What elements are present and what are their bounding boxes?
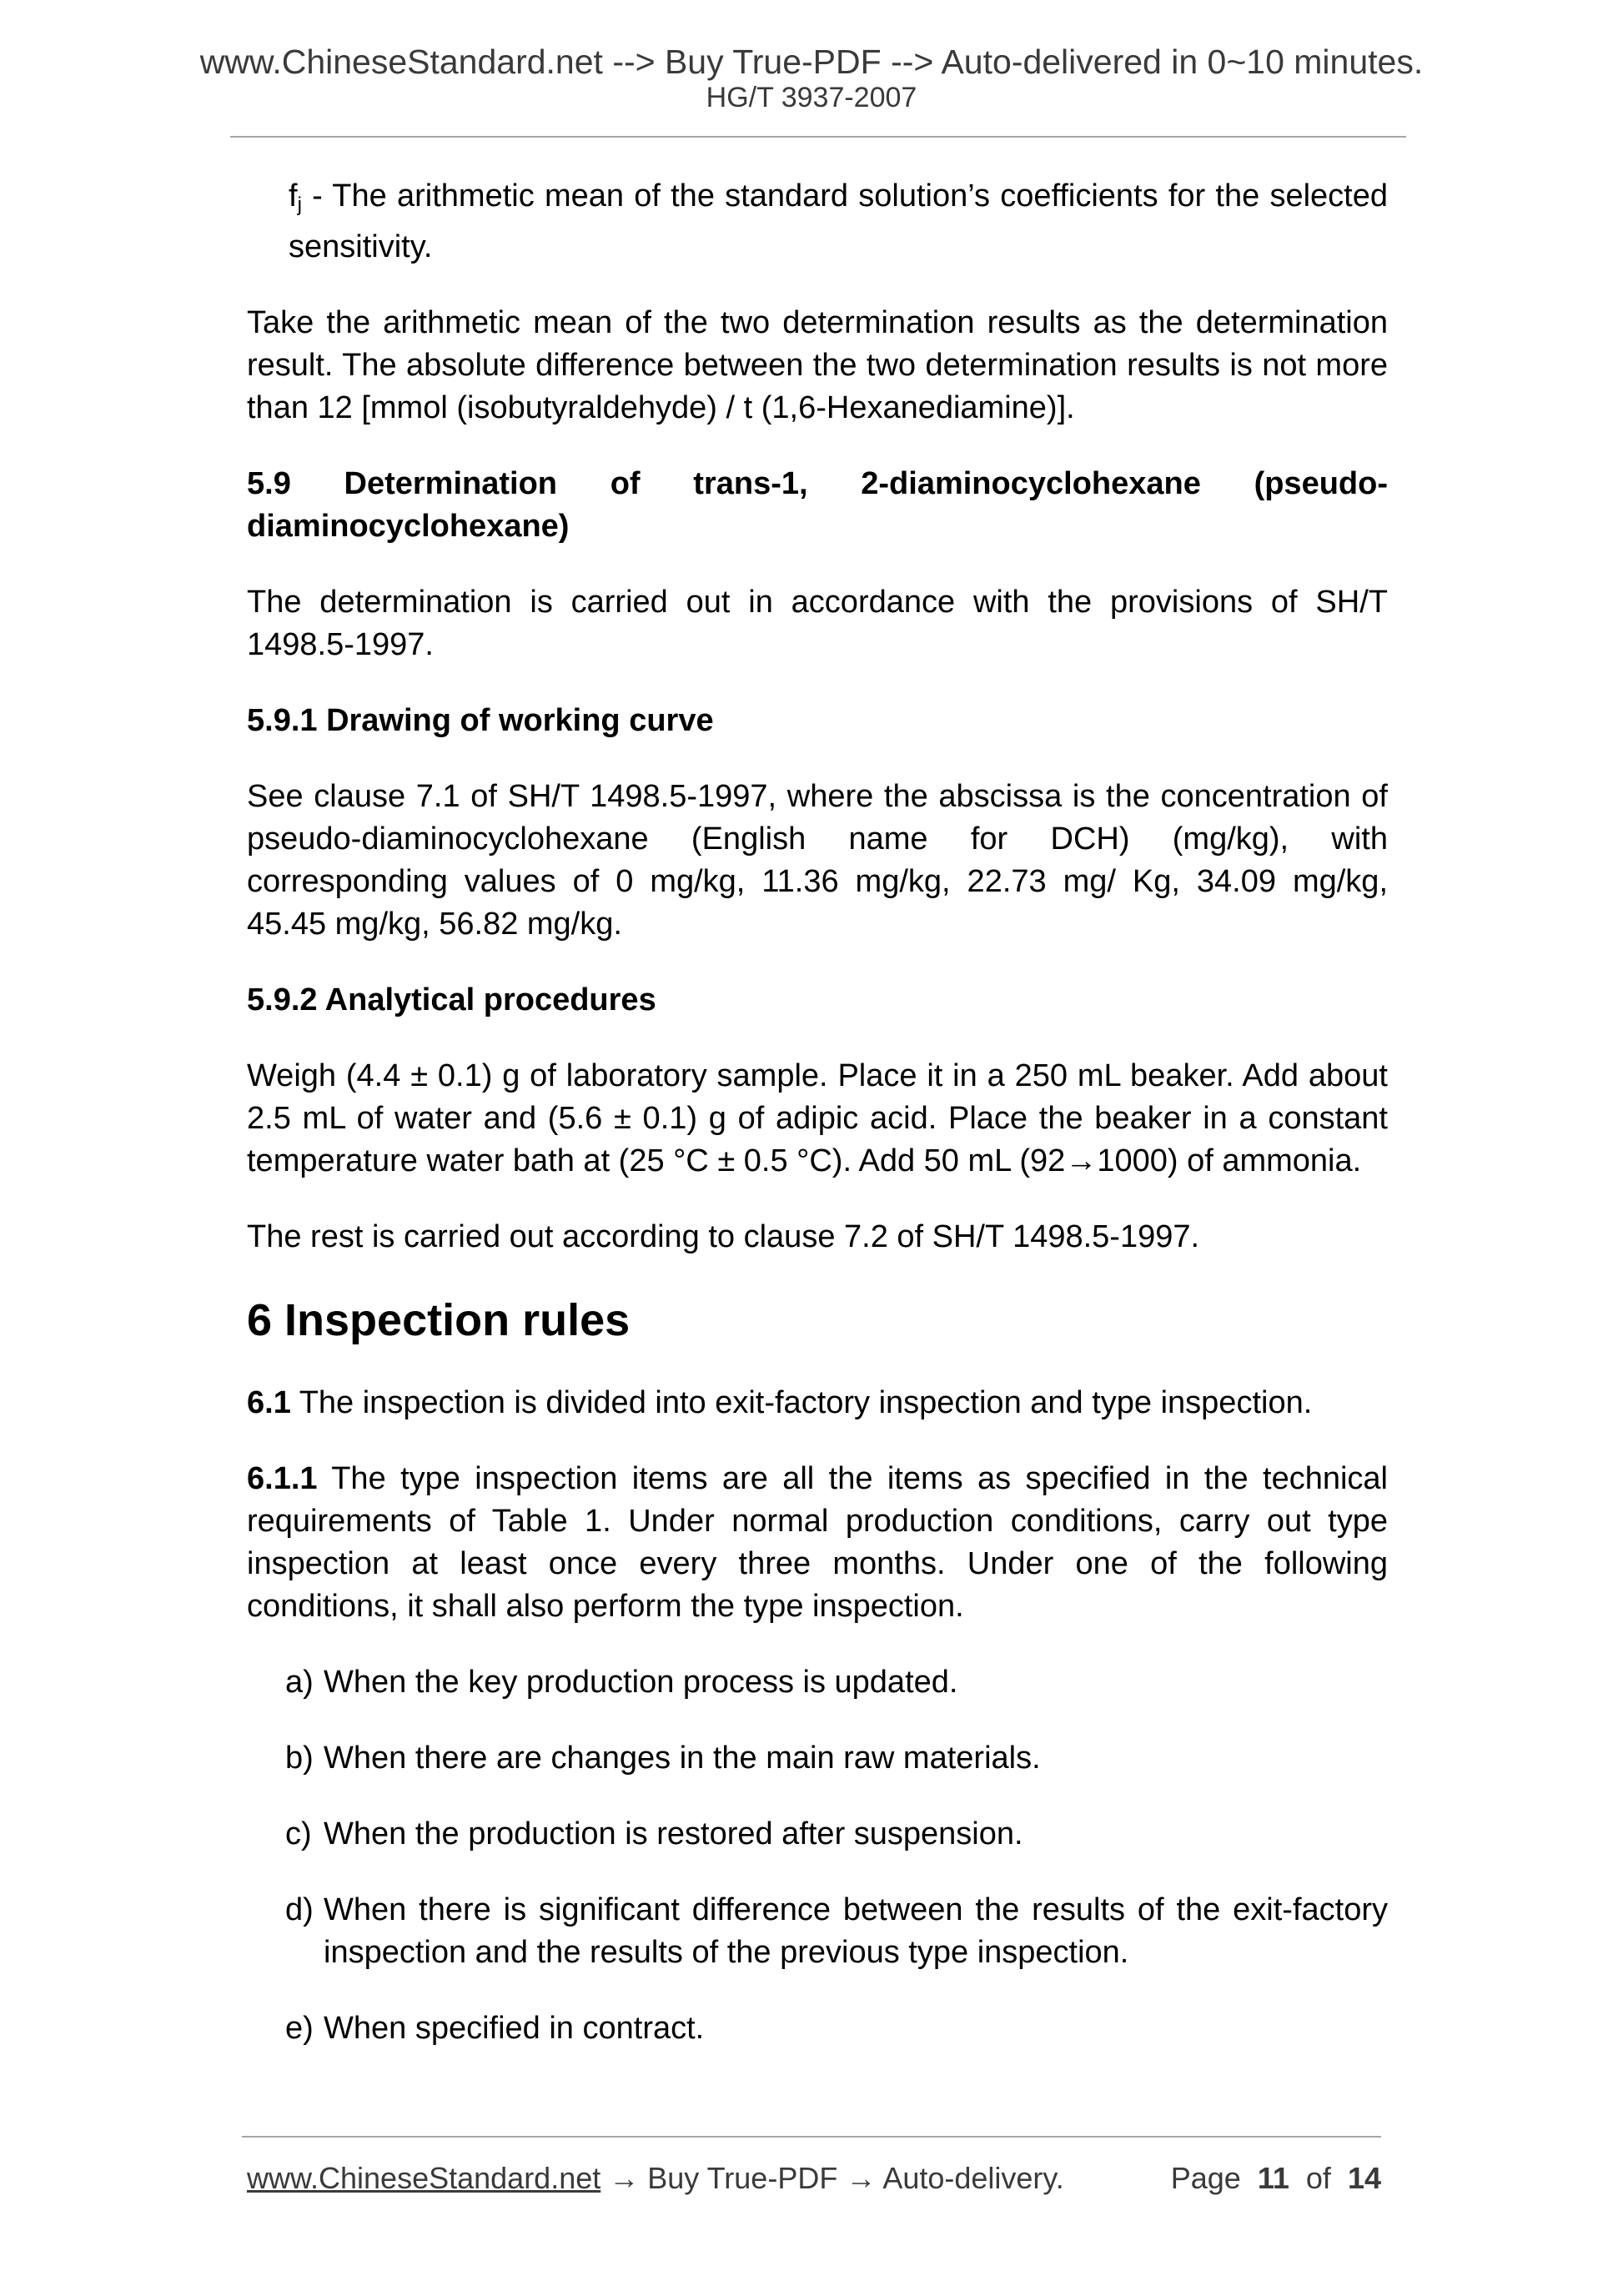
page-total: 14 (1347, 2161, 1381, 2195)
list-text: When there are changes in the main raw materials. (324, 1741, 1041, 1776)
list-text: When there is significant difference between the results of the exit-factory inspection and the results of the previous type inspection. (324, 1892, 1388, 1970)
footer-trail: → Buy True-PDF → Auto-delivery. (600, 2161, 1064, 2195)
page-indicator (1171, 2160, 1381, 2197)
page-number: 11 (1257, 2161, 1289, 2195)
list-item (285, 1813, 1388, 1856)
header-divider (230, 136, 1406, 138)
fj-subscript: j (297, 193, 302, 216)
clause-text-6-1: The inspection is divided into exit-factory inspection and type inspection. (290, 1385, 1313, 1420)
list-text: When specified in contract. (324, 2011, 705, 2046)
list-item (285, 1737, 1388, 1780)
heading-5-9-2: 5.9.2 Analytical procedures (247, 982, 656, 1017)
fj-definition (289, 175, 1388, 269)
footer-left (247, 2160, 1064, 2197)
footer-site-link[interactable]: www.ChineseStandard.net (247, 2161, 601, 2195)
list-item (285, 2007, 1388, 2050)
page-footer (247, 2160, 1381, 2197)
paragraph-5-9-2: Weigh (4.4 ± 0.1) g of laboratory sample. Place it in a 250 mL beaker. Add about 2.5 mL of water and (5.6 ± 0.1) g of adipic acid. Place the beaker in a constant temperature water bath at (25 °C ± 0.5 °C). Add 50 mL (92→1000) of ammonia. (247, 1058, 1388, 1178)
heading-5-9: 5.9 Determination of trans-1, 2-diaminocyclohexane (pseudo-diaminocyclohexane) (247, 466, 1388, 544)
list-marker: d) (285, 1892, 314, 1927)
page-label: Page (1170, 2161, 1241, 2195)
list-item (285, 1889, 1388, 1974)
list-marker: a) (285, 1665, 314, 1700)
list-text: When the key production process is updated. (324, 1665, 958, 1700)
clause-number-6-1: 6.1 (247, 1385, 291, 1420)
list-marker: e) (285, 2011, 314, 2046)
chapter-6-heading: 6 Inspection rules (247, 1295, 631, 1345)
paragraph-5-9-1: See clause 7.1 of SH/T 1498.5-1997, where the abscissa is the concentration of pseudo-diaminocyclohexane (English name for DCH) (mg/kg), with corresponding values of 0 mg/kg, 11.36 mg/kg, 22.73 mg/ Kg, 34.09 mg/kg, 45.45 mg/kg, 56.82 mg/kg. (247, 779, 1388, 942)
fj-description: - The arithmetic mean of the standard solution’s coefficients for the selected sensitivity. (289, 178, 1388, 264)
fj-symbol: f (289, 178, 298, 214)
list-marker: c) (285, 1816, 312, 1851)
footer-divider (242, 2136, 1381, 2138)
heading-5-9-1: 5.9.1 Drawing of working curve (247, 703, 714, 738)
of-label: of (1305, 2161, 1331, 2195)
paragraph-5-9: The determination is carried out in accordance with the provisions of SH/T 1498.5-1997. (247, 585, 1388, 662)
paragraph-arithmetic-mean: Take the arithmetic mean of the two determination results as the determination result. The absolute difference between the two determination results is not more than 12 [mmol (isobutyraldehyde) / t (1,6-Hexanediamine)]. (247, 305, 1388, 425)
site-banner: www.ChineseStandard.net --> Buy True-PDF --> Auto-delivered in 0~10 minutes. (199, 43, 1424, 81)
paragraph-6-1 (247, 1382, 1388, 1424)
clause-text-6-1-1: The type inspection items are all the items as specified in the technical requirements of Table 1. Under normal production conditions, carry out type inspection at least once every three months. Under one of the following conditions, it shall also perform the type inspection. (247, 1461, 1388, 1624)
list-marker: b) (285, 1741, 314, 1776)
page-content (247, 175, 1388, 2050)
paragraph-5-9-2-rest: The rest is carried out according to clause 7.2 of SH/T 1498.5-1997. (247, 1219, 1200, 1254)
list-text: When the production is restored after suspension. (324, 1816, 1023, 1851)
list-item (285, 1661, 1388, 1704)
standard-code: HG/T 3937-2007 (706, 82, 917, 113)
clause-number-6-1-1: 6.1.1 (247, 1461, 318, 1496)
paragraph-6-1-1 (247, 1458, 1388, 1628)
